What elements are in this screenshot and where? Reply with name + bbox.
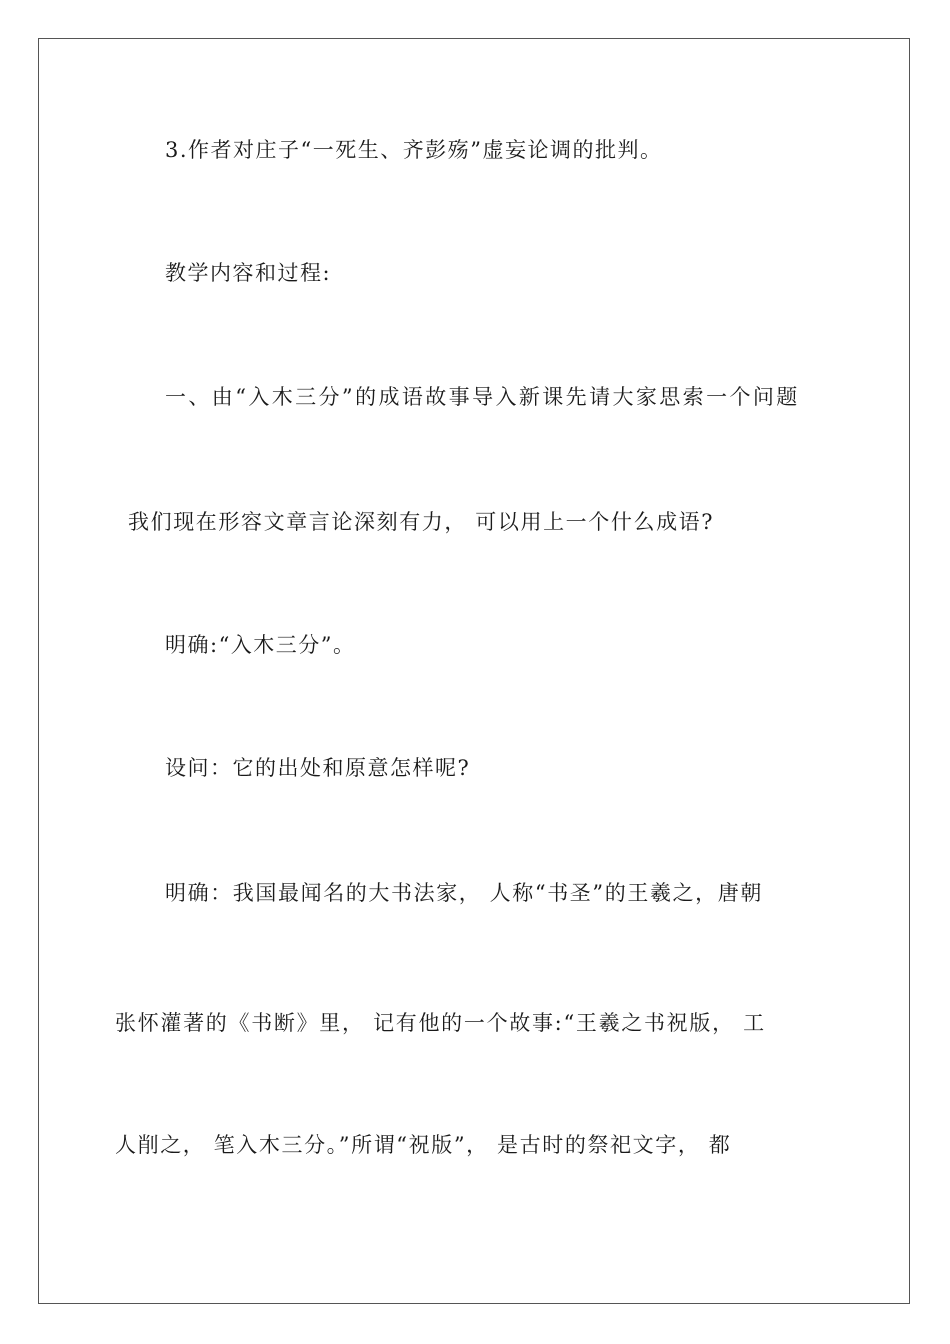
section-heading: 教学内容和过程: bbox=[165, 261, 332, 285]
text-line: 3.作者对庄子“一死生、齐彭殇”虚妄论调的批判。 bbox=[165, 138, 663, 162]
text-line: 人削之， 笔入木三分。”所谓“祝版”， 是古时的祭祀文字， 都 bbox=[115, 1133, 732, 1157]
text-line: 设问：它的出处和原意怎样呢? bbox=[165, 756, 471, 780]
text-line: 一、由“入木三分”的成语故事导入新课先请大家思索一个问题 bbox=[165, 385, 800, 409]
text-line: 明确:“入木三分”。 bbox=[165, 633, 356, 657]
text-line: 我们现在形容文章言论深刻有力， 可以用上一个什么成语? bbox=[128, 510, 715, 534]
text-line: 张怀灌著的《书断》里， 记有他的一个故事:“王羲之书祝版， 工 bbox=[115, 1011, 766, 1035]
text-line: 明确：我国最闻名的大书法家， 人称“书圣”的王羲之，唐朝 bbox=[165, 881, 763, 905]
page-border bbox=[38, 38, 910, 1304]
